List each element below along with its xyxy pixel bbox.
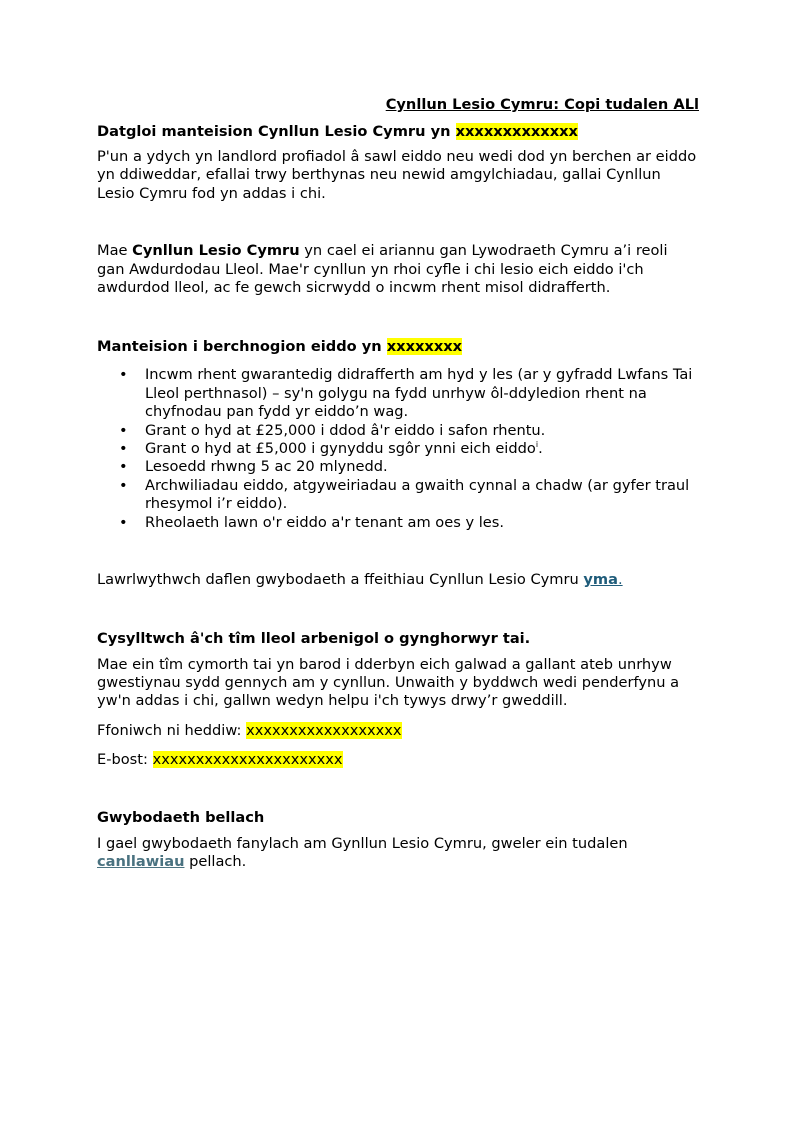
benefits-heading xyxy=(97,337,699,356)
more-info-heading: Gwybodaeth bellach xyxy=(97,808,265,826)
email-address[interactable]: xxxxxxxxxxxxxxxxxxxxxx xyxy=(152,751,343,769)
list-item-text: Lesoedd rhwng 5 ac 20 mlynedd. xyxy=(145,458,388,476)
list-item xyxy=(97,366,699,421)
list-item-text: Incwm rhent gwarantedig didrafferth am hyd y les (ar y gyfradd Lwfans Tai Lleol perthnasol) – sy'n golygu na fydd unrhyw ôl-ddyledion rhent na chyfnodau pan fydd yr eiddo’n wag. xyxy=(145,366,693,421)
list-item-suffix: . xyxy=(538,440,543,458)
phone-number[interactable]: xxxxxxxxxxxxxxxxxx xyxy=(246,721,402,739)
footnote-marker[interactable]: i xyxy=(535,440,539,450)
benefits-list xyxy=(97,366,699,532)
contact-email-line xyxy=(97,751,699,769)
more-info-text: I gael gwybodaeth fanylach am Gynllun Lesio Cymru, gweler ein tudalen xyxy=(97,834,628,852)
about-scheme-name: Cynllun Lesio Cymru xyxy=(132,242,300,260)
more-info-text-after: pellach. xyxy=(189,852,247,870)
guidance-link[interactable]: canllawiau xyxy=(97,852,185,870)
download-link-suffix: . xyxy=(617,571,623,589)
intro-heading-placeholder: xxxxxxxxxxxxx xyxy=(455,123,578,140)
benefits-heading-text: Manteision i berchnogion eiddo yn xyxy=(97,338,382,356)
contact-phone-line xyxy=(97,722,699,740)
bullet-icon: • xyxy=(119,421,128,439)
bullet-icon: • xyxy=(119,366,128,384)
phone-label: Ffoniwch ni heddiw: xyxy=(97,721,242,739)
document-content xyxy=(97,95,699,871)
bullet-icon: • xyxy=(119,476,128,494)
intro-paragraph: P'un a ydych yn landlord profiadol â sawl eiddo neu wedi dod yn berchen ar eiddo yn ddiweddar, efallai trwy berthynas neu newid amgylchiadau, gallai Cynllun Lesio Cymru fod yn addas i chi. xyxy=(97,148,697,202)
email-label: E-bost: xyxy=(97,751,148,769)
intro-heading xyxy=(97,122,699,141)
list-item-text: Grant o hyd at £25,000 i ddod â'r eiddo i safon rhentu. xyxy=(145,421,546,439)
list-item-text: Grant o hyd at £5,000 i gynyddu sgôr ynni eich eiddo xyxy=(145,440,536,458)
list-item xyxy=(97,422,699,440)
document-header-title: Cynllun Lesio Cymru: Copi tudalen ALl xyxy=(385,96,699,113)
bullet-icon: • xyxy=(119,440,128,458)
about-prefix: Mae xyxy=(97,242,128,260)
download-text: Lawrlwythwch daflen gwybodaeth a ffeithiau Cynllun Lesio Cymru xyxy=(97,571,579,589)
about-paragraph xyxy=(97,242,699,297)
list-item-text: Archwiliadau eiddo, atgyweiriadau a gwaith cynnal a chadw (ar gyfer traul rhesymol i’r eiddo). xyxy=(145,476,690,513)
list-item xyxy=(97,514,699,532)
bullet-icon: • xyxy=(119,458,128,476)
download-paragraph xyxy=(97,571,699,589)
benefits-heading-placeholder: xxxxxxxx xyxy=(386,338,463,356)
about-rest: yn cael ei ariannu gan Lywodraeth Cymru a’i reoli gan Awdurdodau Lleol. Mae'r cynllun yn rhoi cyfle i chi lesio eich eiddo i'ch awdurdod lleol, ac fe gewch sicrwydd o incwm rhent misol didrafferth. xyxy=(97,242,668,297)
list-item xyxy=(97,440,699,458)
list-item xyxy=(97,458,699,476)
list-item-text: Rheolaeth lawn o'r eiddo a'r tenant am oes y les. xyxy=(145,513,505,531)
bullet-icon: • xyxy=(119,513,128,531)
intro-heading-text: Datgloi manteision Cynllun Lesio Cymru yn xyxy=(97,123,451,140)
contact-heading: Cysylltwch â'ch tîm lleol arbenigol o gynghorwyr tai. xyxy=(97,629,531,647)
more-info-paragraph xyxy=(97,835,699,872)
list-item xyxy=(97,477,699,514)
download-link[interactable]: yma xyxy=(583,571,618,589)
contact-paragraph: Mae ein tîm cymorth tai yn barod i dderbyn eich galwad a gallant ateb unrhyw gwestiynau sydd gennych am y cynllun. Unwaith y byddwch wedi penderfynu a yw'n addas i chi, gallwn wedyn helpu i'ch tywys drwy’r gweddill. xyxy=(97,655,680,710)
